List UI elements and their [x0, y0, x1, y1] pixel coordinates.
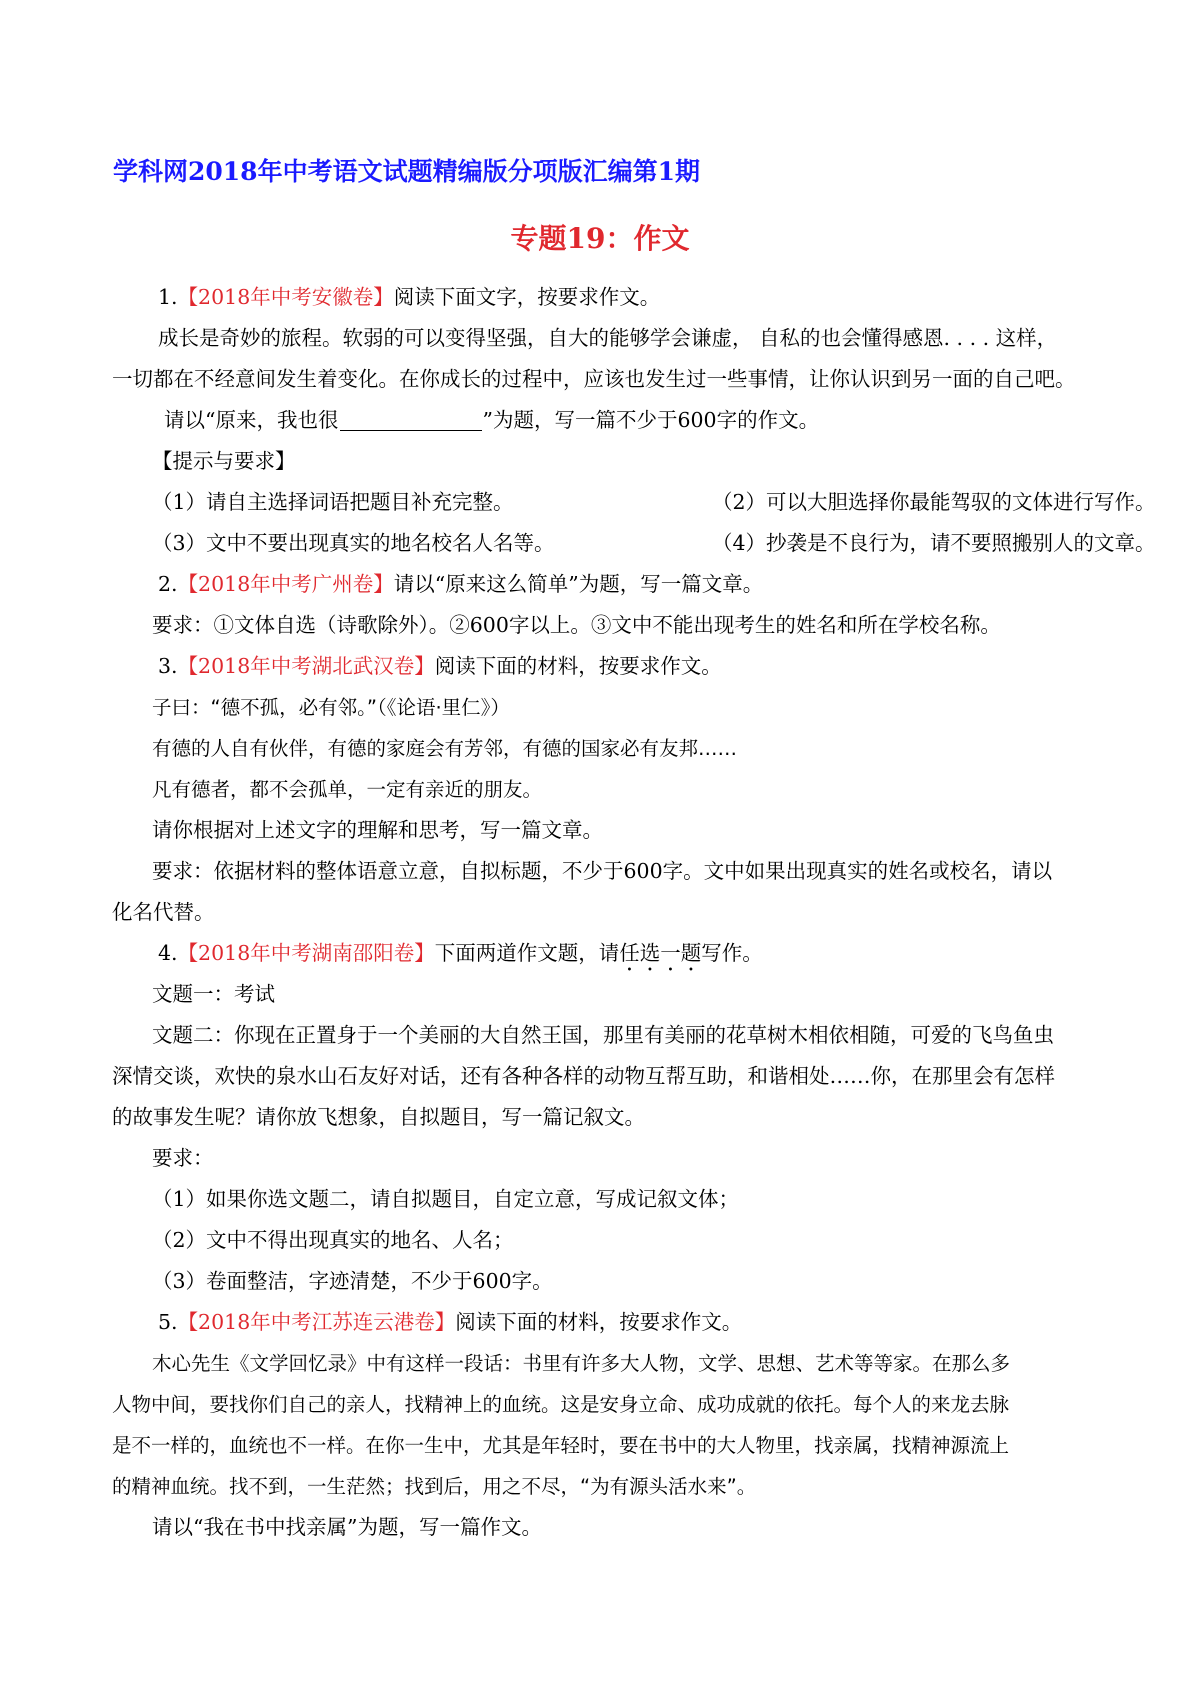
q3-prompt: 请你根据对上述文字的理解和思考，写一篇文章。: [152, 818, 603, 842]
q1-source: 【2018年中考安徽卷】: [177, 285, 394, 309]
q4-requirement: （3）卷面整洁，字迹清楚，不少于600字。: [152, 1269, 553, 1293]
q2-requirements: 要求：①文体自选（诗歌除外）。②600字以上。③文中不能出现考生的姓名和所在学校名称。: [152, 613, 1001, 637]
title-blank: [340, 406, 482, 431]
q3-heading: [112, 646, 1096, 687]
q5-number: 5.: [158, 1310, 178, 1334]
q1-number: 1.: [158, 285, 178, 309]
q4-emphasis: 任选一题: [619, 941, 702, 965]
q2-number: 2.: [158, 572, 178, 596]
q1-tip: （2）可以大胆选择你最能驾驭的文体进行写作。: [712, 490, 1156, 514]
q4-topic-2-line: 的故事发生呢？请你放飞想象，自拟题目，写一篇记叙文。: [112, 1105, 645, 1129]
q1-paragraph-line: 成长是奇妙的旅程。软弱的可以变得坚强，自大的能够学会谦虚， 自私的也会懂得感恩. . . . 这样，: [158, 326, 1058, 350]
q5-material-line: 木心先生《文学回忆录》中有这样一段话：书里有许多大人物，文学、思想、艺术等等家。在那么多: [152, 1352, 1011, 1375]
q1-lead: 阅读下面文字，按要求作文。: [393, 285, 661, 309]
series-header: 学科网2018年中考语文试题精编版分项版汇编第1期: [113, 157, 700, 186]
q4-source: 【2018年中考湖南邵阳卷】: [177, 941, 435, 965]
q1-tip: （1）请自主选择词语把题目补充完整。: [152, 490, 514, 514]
q1-prompt: [112, 400, 1096, 441]
q5-prompt: 请以“我在书中找亲属”为题，写一篇作文。: [152, 1515, 542, 1539]
q3-material-line: 凡有德者，都不会孤单，一定有亲近的朋友。: [152, 778, 543, 801]
q4-lead: 下面两道作文题，请: [434, 941, 620, 965]
q5-heading: [112, 1302, 1096, 1343]
q3-material-line: 子曰：“德不孤，必有邻。”（《论语·里仁》）: [152, 696, 510, 719]
q4-requirement: （1）如果你选文题二，请自拟题目，自定立意，写成记叙文体；: [152, 1187, 740, 1211]
q1-tip: （4）抄袭是不良行为，请不要照搬别人的文章。: [712, 531, 1156, 555]
q3-lead: 阅读下面的材料，按要求作文。: [434, 654, 722, 678]
q4-topic-2-line: 文题二：你现在正置身于一个美丽的大自然王国，那里有美丽的花草树木相依相随，可爱的飞鸟鱼虫: [152, 1023, 1054, 1047]
q5-material-line: 人物中间，要找你们自己的亲人，找精神上的血统。这是安身立命、成功成就的依托。每个人的来龙去脉: [112, 1393, 1010, 1416]
q1-tip: （3）文中不要出现真实的地名校名人名等。: [152, 531, 555, 555]
q4-number: 4.: [158, 941, 178, 965]
q3-source: 【2018年中考湖北武汉卷】: [177, 654, 435, 678]
q4-lead-end: 写作。: [701, 941, 763, 965]
q3-requirements-line: 要求：依据材料的整体语意立意，自拟标题，不少于600字。文中如果出现真实的姓名或校名，请以: [152, 859, 1053, 883]
page-title: 专题19：作文: [510, 222, 690, 255]
q3-number: 3.: [158, 654, 178, 678]
q4-requirement: （2）文中不得出现真实的地名、人名；: [152, 1228, 514, 1252]
q5-source: 【2018年中考江苏连云港卷】: [177, 1310, 456, 1334]
q4-topic-2-line: 深情交谈，欢快的泉水山石友好对话，还有各种各样的动物互帮互助，和谐相处……你，在那里会有怎样: [112, 1064, 1055, 1088]
q2-lead: 请以“原来这么简单”为题，写一篇文章。: [393, 572, 764, 596]
q5-lead: 阅读下面的材料，按要求作文。: [455, 1310, 743, 1334]
q1-paragraph-line: 一切都在不经意间发生着变化。在你成长的过程中，应该也发生过一些事情，让你认识到另一面的自己吧。: [112, 367, 1076, 391]
q2-source: 【2018年中考广州卷】: [177, 572, 394, 596]
q1-prompt-end: ”为题，写一篇不少于600字的作文。: [482, 408, 820, 432]
q3-requirements-line: 化名代替。: [112, 900, 215, 924]
q1-prompt-start: 请以“原来，我也很: [164, 408, 339, 432]
q5-material-line: 是不一样的，血统也不一样。在你一生中，尤其是年轻时，要在书中的大人物里，找亲属，找精神源流上: [112, 1434, 1010, 1457]
q2-heading: [112, 564, 1096, 605]
q3-material-line: 有德的人自有伙伴，有德的家庭会有芳邻，有德的国家必有友邦……: [152, 737, 738, 760]
q1-tips-row: [112, 482, 1156, 523]
q4-requirements-heading: 要求：: [152, 1146, 214, 1170]
document-body: [112, 277, 1156, 1548]
q1-tips-row: [112, 523, 1156, 564]
q1-heading: [112, 277, 1096, 318]
q4-topic-1: 文题一：考试: [152, 982, 275, 1006]
q1-tips-heading: 【提示与要求】: [152, 449, 296, 473]
q5-material-line: 的精神血统。找不到，一生茫然；找到后，用之不尽，“为有源头活水来”。: [112, 1475, 757, 1498]
q4-heading: [112, 933, 1096, 974]
